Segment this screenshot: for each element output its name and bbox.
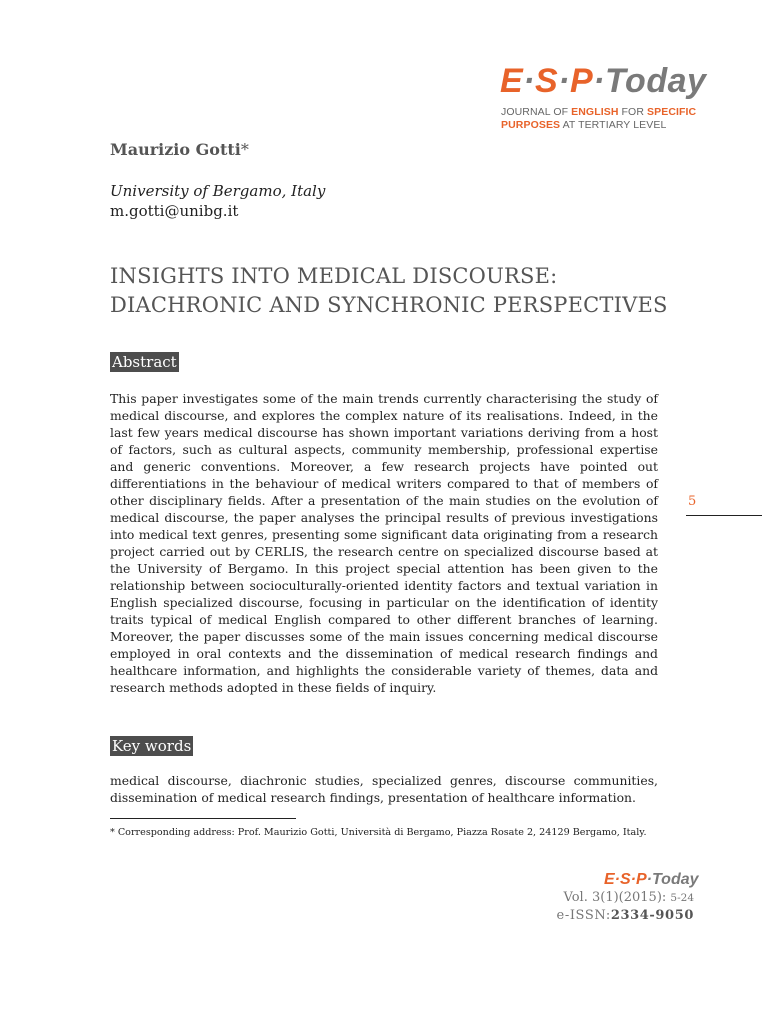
author-email: m.gotti@unibg.it xyxy=(110,202,239,220)
journal-subtitle xyxy=(501,106,701,132)
author-name: Maurizio Gotti* xyxy=(110,140,249,159)
page-number-rule xyxy=(686,515,762,516)
keywords-heading: Key words xyxy=(112,737,192,755)
author-affiliation: University of Bergamo, Italy xyxy=(110,182,326,200)
abstract-text: This paper investigates some of the main trends currently characterising the study of medical discourse, and explores the complex nature of its realisations. Indeed, in the last few years medical discourse has shown important variations deriving from a host of factors, such as cultural aspects, community membership, professional expertise and generic conventions. Moreover, a few research projects have pointed out differentiations in the behaviour of medical writers compared to that of members of other disciplinary fields. After a presentation of the main studies on the evolution of medical discourse, the paper analyses the principal results of previous investigations into medical text genres, presenting some significant data originating from a research project carried out by CERLIS, the research centre on specialized discourse based at the University of Bergamo. In this project special attention has been given to the relationship between socioculturally-oriented identity factors and textual variation in English specialized discourse, focusing in particular on the identification of identity traits typical of medical English compared to other different branches of learning. Moreover, the paper discusses some of the main issues concerning medical discourse employed in oral contexts and the dissemination of medical research findings and healthcare information, and highlights the considerable variety of themes, data and research methods adopted in these fields of inquiry. xyxy=(110,391,658,695)
journal-subtitle-line2: PURPOSES AT TERTIARY LEVEL xyxy=(501,119,667,131)
footnote-divider xyxy=(110,818,296,819)
paper-title-line2: DIACHRONIC AND SYNCHRONIC PERSPECTIVES xyxy=(110,293,668,317)
page-number: 5 xyxy=(688,494,697,509)
paper-title xyxy=(110,262,670,320)
footer-journal-logo: E·S·P·Today xyxy=(604,871,699,888)
footer-volume: Vol. 3(1)(2015): 5-24 xyxy=(563,890,694,905)
abstract-heading: Abstract xyxy=(112,353,177,371)
keywords-text: medical discourse, diachronic studies, specialized genres, discourse communities, dissemination of medical research findings, presentation of healthcare information. xyxy=(110,773,658,805)
paper-title-line1: INSIGHTS INTO MEDICAL DISCOURSE: xyxy=(110,264,558,288)
journal-subtitle-line1: JOURNAL OF ENGLISH FOR SPECIFIC xyxy=(501,106,697,118)
footer-issn: e-ISSN:2334-9050 xyxy=(556,908,694,923)
footnote: * Corresponding address: Prof. Maurizio Gotti, Università di Bergamo, Piazza Rosate 2, 24129 Bergamo, Italy. xyxy=(110,827,647,838)
journal-logo: E·S·P·Today xyxy=(500,62,707,100)
